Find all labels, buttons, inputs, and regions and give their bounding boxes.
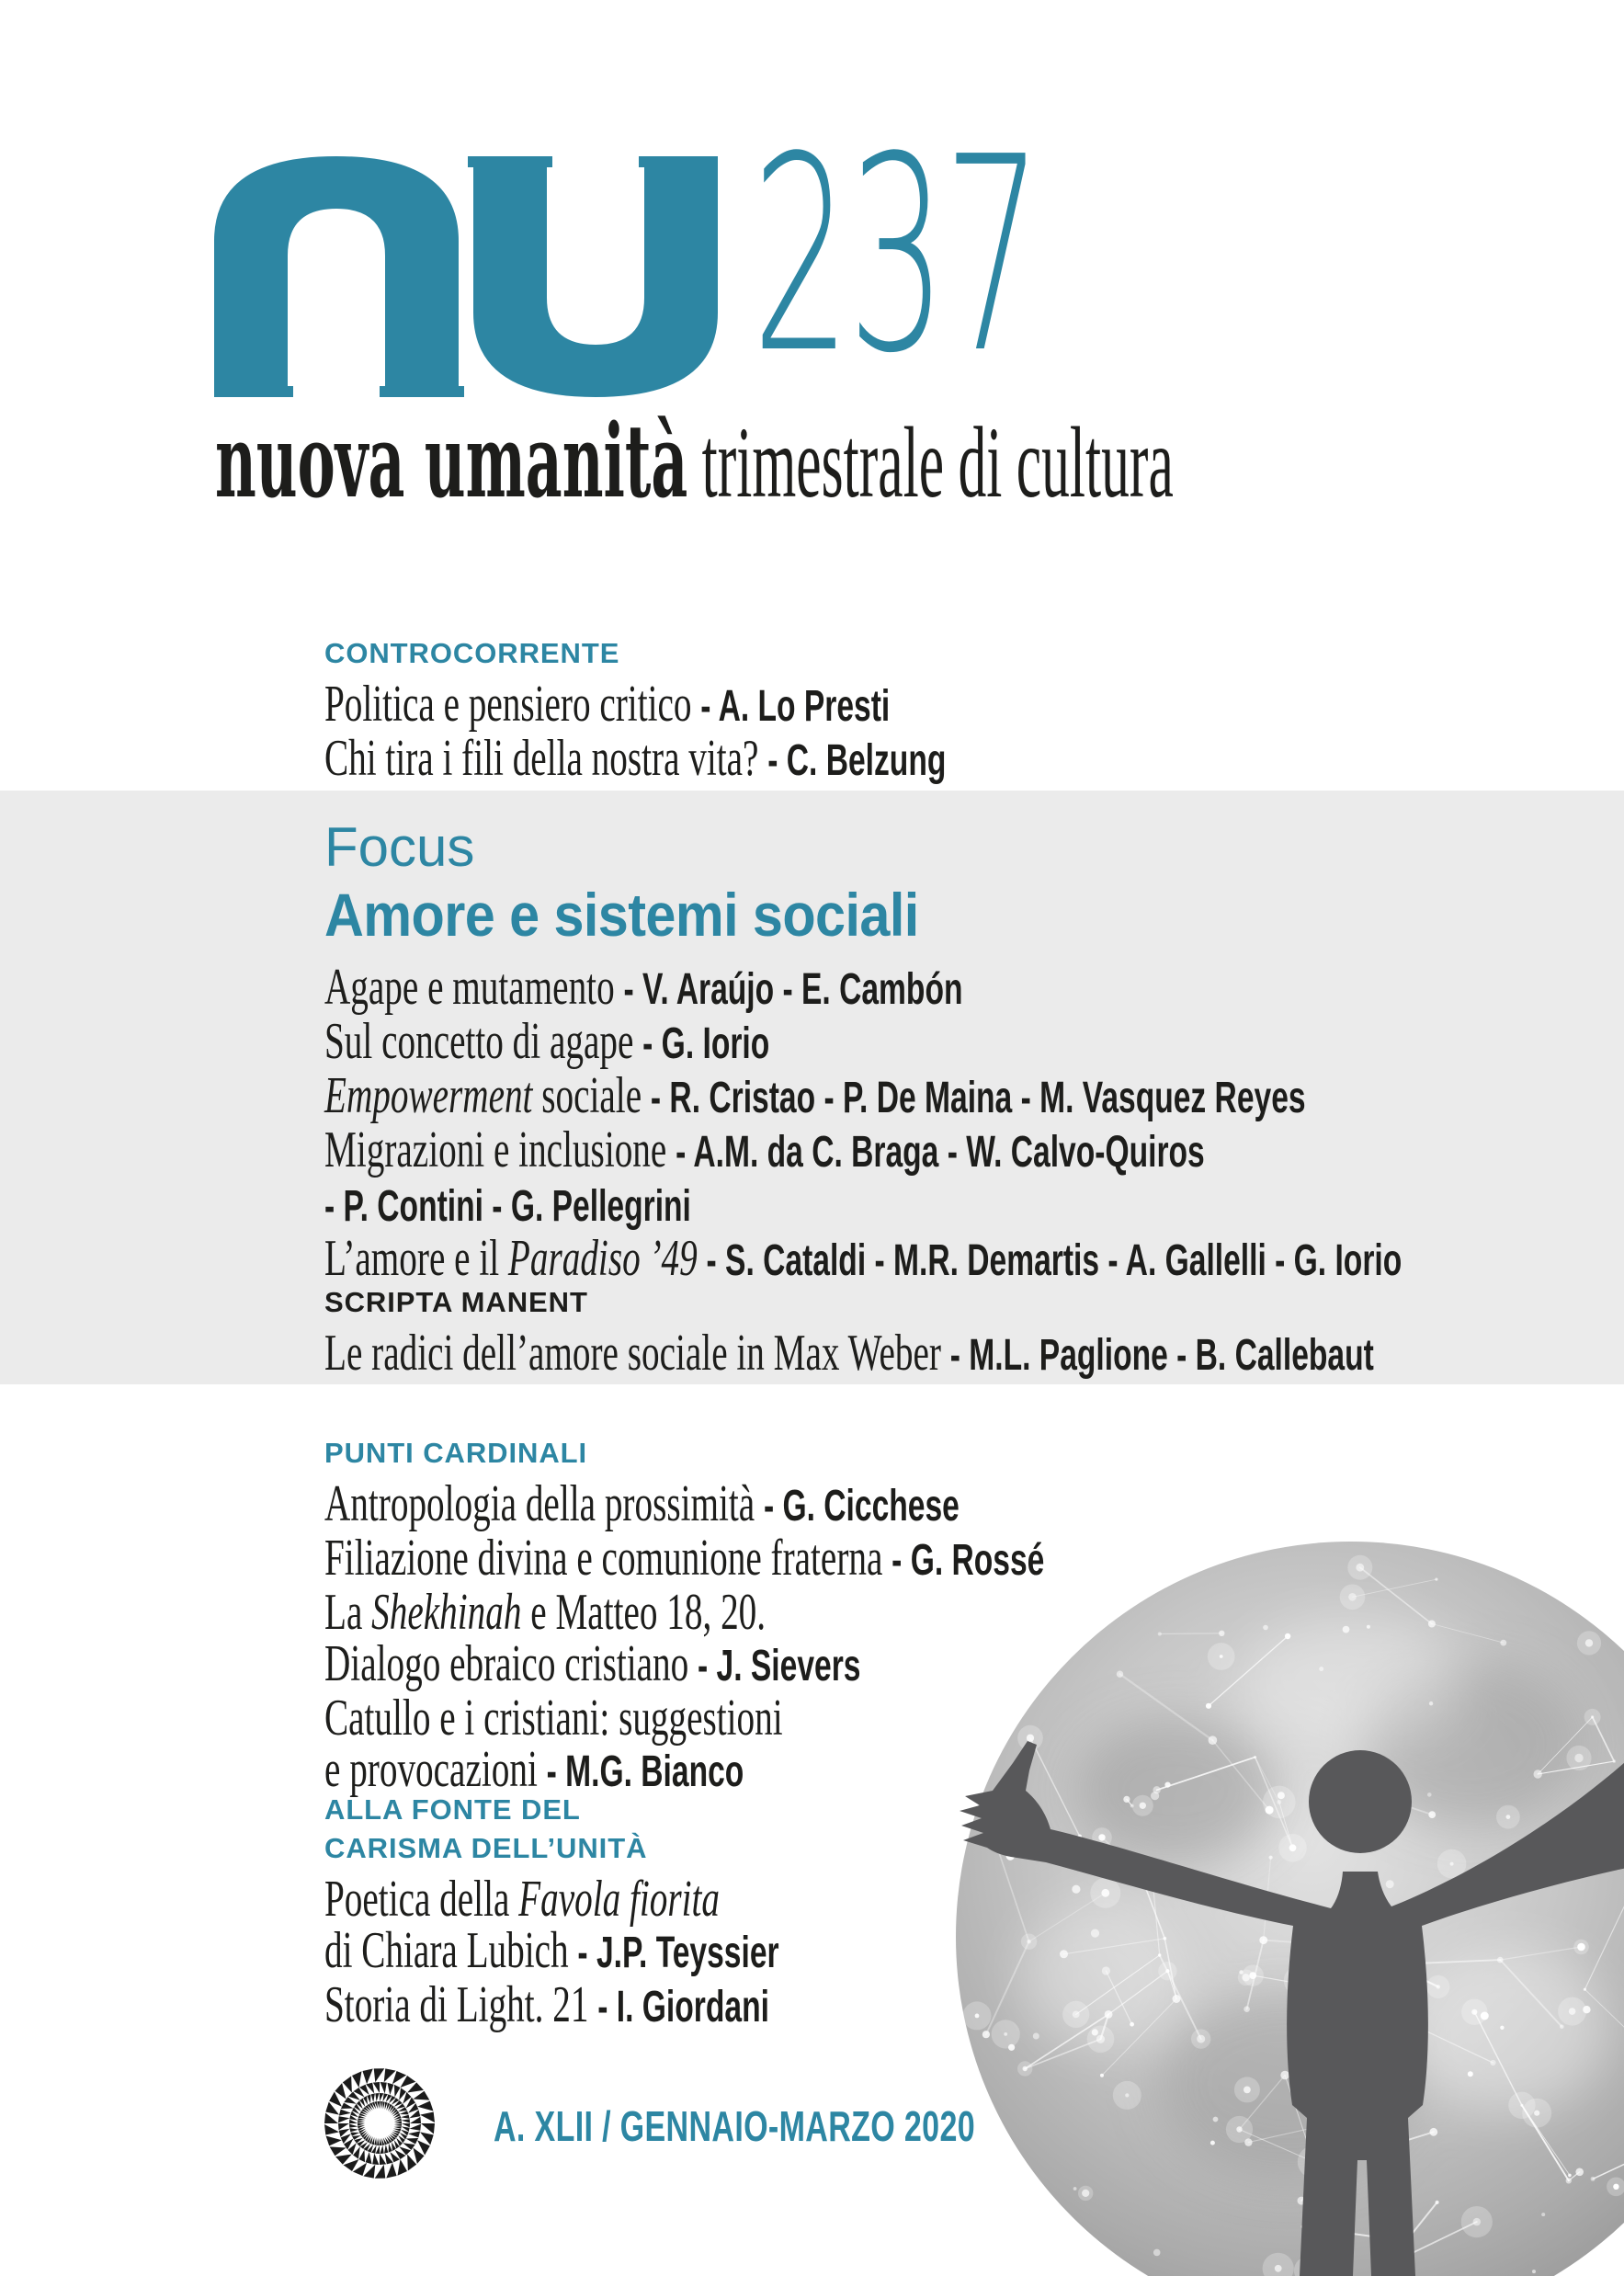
toc-authors: - G. Cicchese [763,1482,960,1531]
toc-entry [324,678,946,733]
toc-authors: - J. Sievers [698,1642,861,1690]
toc-items [324,1327,1624,1382]
issue-info: A. XLII / GENNAIO-MARZO 2020 [494,2102,975,2150]
section-label-alla-fonte-1: ALLA FONTE DEL [324,1793,581,1826]
toc-title: Storia di Light. 21 [324,1976,598,2033]
toc-authors: - S. Cataldi - M.R. Demartis - A. Gallelli - G. Iorio [706,1236,1403,1285]
toc-title: Politica e pensiero critico [324,676,701,733]
toc-title: Dialogo ebraico cristiano [324,1635,698,1692]
toc-title: Antropologia della prossimità [324,1475,764,1532]
toc-title: Migrazioni e inclusione [324,1121,676,1178]
toc-title: Agape e mutamento [324,959,624,1016]
toc-entry [324,730,947,787]
section-label-alla-fonte-2: CARISMA DELL’UNITÀ [324,1832,648,1864]
logo-letter-u [468,156,718,397]
toc-authors: - G. Iorio [642,1019,770,1068]
toc-title: di Chiara Lubich [324,1922,578,1979]
toc-title: e Matteo 18, 20. [521,1584,767,1641]
toc-entry [324,1635,1044,1692]
toc-items [324,678,1212,787]
subtitle-light: trimestrale di cultura [687,406,1174,518]
toc-entry [324,1922,779,1979]
toc-title: Chi tira i fili della nostra vita? [324,730,768,787]
toc-title: Filiazione divina e comunione fraterna [324,1530,892,1587]
toc-title: Shekhinah [371,1584,522,1641]
toc-entry [324,1327,1374,1382]
section-alla-fonte [324,1791,974,2033]
toc-authors: - M.L. Paglione - B. Callebaut [949,1331,1374,1380]
section-punti-cardinali [324,1434,1353,1798]
toc-items [324,1873,974,2033]
subtitle-bold: nuova umanità [215,402,688,520]
toc-entry [324,1871,779,1928]
logo-letter-n [214,156,464,397]
section-controcorrente [324,634,1212,787]
toc-authors: - M.G. Bianco [546,1747,744,1796]
toc-entry [324,959,1402,1016]
toc-title: Le radici dell’amore sociale in Max Weber [324,1325,950,1382]
toc-items [324,1475,1353,1798]
toc-authors: - A. Lo Presti [700,682,891,731]
section-label-punti-cardinali: PUNTI CARDINALI [324,1437,588,1469]
toc-entry [324,1976,779,2033]
toc-entry [324,1178,1402,1233]
nu-magazine-logo [214,156,718,397]
toc-authors: - A.M. da C. Braga - W. Calvo-Quiros [676,1128,1205,1177]
focus-heading: Amore e sistemi sociali [324,881,919,949]
toc-title: La [324,1584,372,1641]
section-scripta-manent [324,1283,1624,1382]
section-label-controcorrente: CONTROCORRENTE [324,637,620,669]
publisher-logo-icon [324,2068,435,2179]
toc-title: Poetica della [324,1871,519,1928]
toc-title: Sul concetto di agape [324,1013,643,1070]
toc-entry [324,1013,1402,1070]
magazine-subtitle [215,402,1174,520]
toc-authors: - P. Contini - G. Pellegrini [324,1182,691,1231]
toc-authors: - V. Araújo - E. Cambón [623,965,963,1014]
toc-title: Favola fiorita [518,1871,721,1928]
toc-authors: - I. Giordani [597,1983,769,2031]
toc-authors: - R. Cristao - P. De Maina - M. Vasquez Reyes [650,1074,1306,1122]
toc-authors: - C. Belzung [767,736,947,785]
toc-title: Paradiso ’49 [507,1230,707,1287]
toc-items [324,959,1624,1287]
toc-entry [324,1584,1044,1641]
toc-entry [324,1121,1402,1178]
section-focus [324,816,1624,1287]
toc-title: L’amore e il [324,1230,508,1287]
toc-authors: - G. Rossé [891,1536,1045,1585]
section-label-scripta-manent: SCRIPTA MANENT [324,1286,588,1318]
toc-entry [324,1067,1402,1124]
toc-entry [324,1230,1403,1287]
focus-kicker: Focus [324,816,475,878]
toc-title: Empowerment [324,1067,533,1124]
toc-title: e provocazioni [324,1741,547,1798]
toc-entry [324,1532,1044,1587]
issue-number: 237 [752,99,1039,412]
toc-entry [324,1475,1044,1532]
toc-authors: - J.P. Teyssier [577,1929,779,1977]
toc-title: sociale [532,1067,651,1124]
toc-entry [324,1690,1044,1747]
toc-title: Catullo e i cristiani: suggestioni [324,1690,783,1747]
